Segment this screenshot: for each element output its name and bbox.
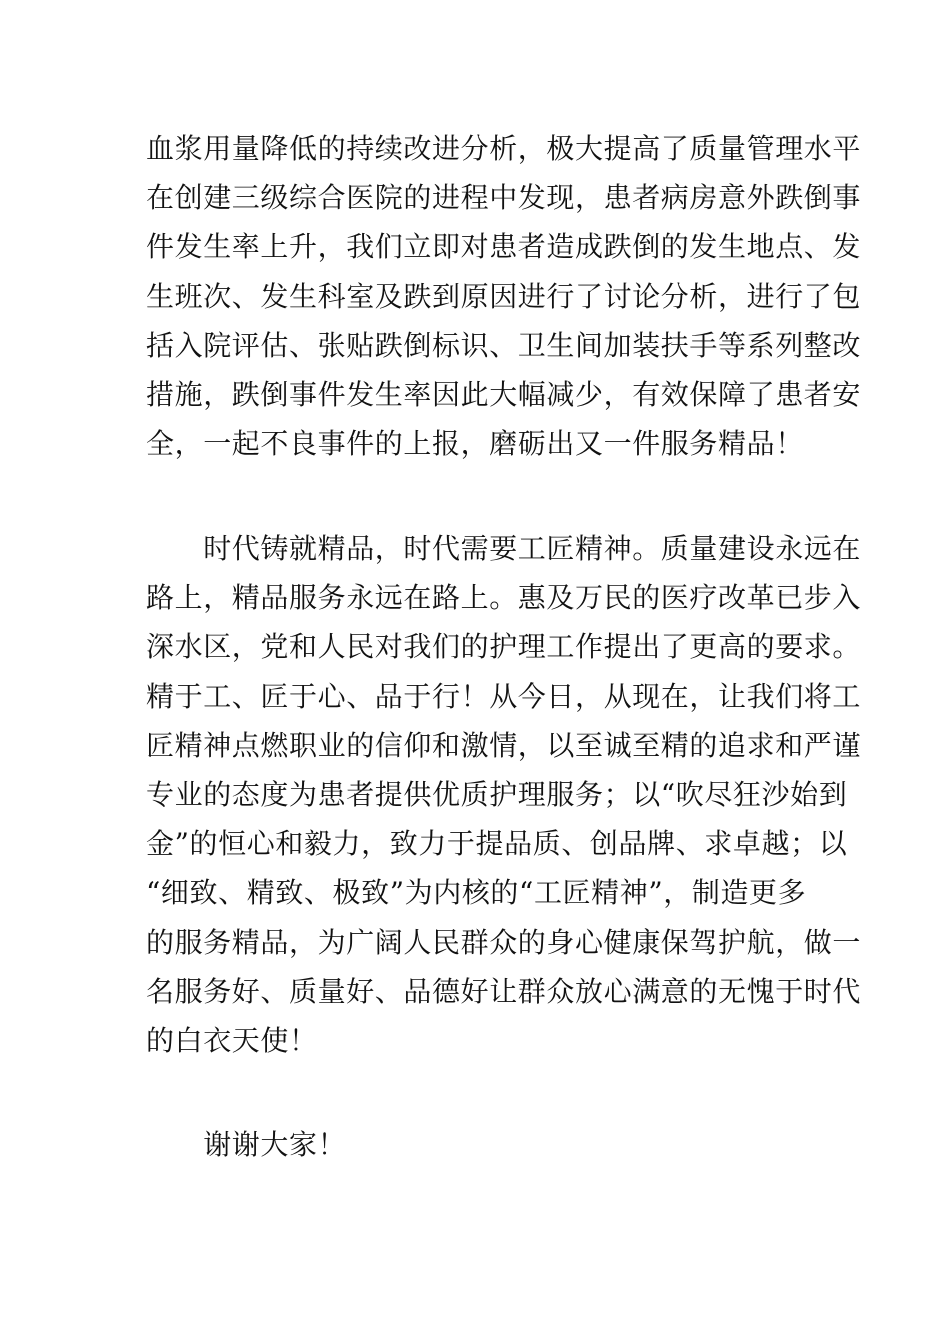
text-line: 件发生率上升，我们立即对患者造成跌倒的发生地点、发 bbox=[146, 230, 862, 264]
text-line: 路上，精品服务永远在路上。惠及万民的医疗改革已步入 bbox=[146, 581, 862, 615]
text-line: 时代铸就精品，时代需要工匠精神。质量建设永远在 bbox=[146, 532, 862, 565]
text-line: 血浆用量降低的持续改进分析，极大提高了质量管理水平 bbox=[146, 132, 862, 165]
text-line: 括入院评估、张贴跌倒标识、卫生间加装扶手等系列整改 bbox=[146, 328, 862, 362]
text-line: 措施，跌倒事件发生率因此大幅减少，有效保障了患者安 bbox=[146, 377, 862, 411]
text-line: 的白衣天使！ bbox=[146, 1023, 318, 1057]
text-line: 深水区，党和人民对我们的护理工作提出了更高的要求。 bbox=[146, 630, 862, 664]
text-line: 匠精神点燃职业的信仰和激情，以至诚至精的追求和严谨 bbox=[146, 728, 862, 762]
text-line: 谢谢大家！ bbox=[146, 1128, 347, 1161]
text-line: 的服务精品，为广阔人民群众的身心健康保驾护航，做一 bbox=[146, 925, 862, 959]
text-line: 金”的恒心和毅力，致力于提品质、创品牌、求卓越；以 bbox=[146, 827, 848, 861]
text-line: 生班次、发生科室及跌到原因进行了讨论分析，进行了包 bbox=[146, 279, 862, 313]
text-line: “细致、精致、极致”为内核的“工匠精神”，制造更多 bbox=[146, 876, 807, 910]
text-line: 在创建三级综合医院的进程中发现，患者病房意外跌倒事 bbox=[146, 181, 862, 215]
paragraph-closing-thanks bbox=[146, 1120, 826, 1169]
text-line: 名服务好、质量好、品德好让群众放心满意的无愧于时代 bbox=[146, 974, 862, 1008]
text-line: 精于工、匠于心、品于行！从今日，从现在，让我们将工 bbox=[146, 679, 862, 713]
paragraph-craftsman-spirit bbox=[146, 524, 862, 1065]
text-line: 专业的态度为患者提供优质护理服务；以“吹尽狂沙始到 bbox=[146, 777, 848, 811]
text-line: 全，一起不良事件的上报，磨砺出又一件服务精品！ bbox=[146, 427, 804, 461]
paragraph-quality-improvement bbox=[146, 124, 862, 468]
